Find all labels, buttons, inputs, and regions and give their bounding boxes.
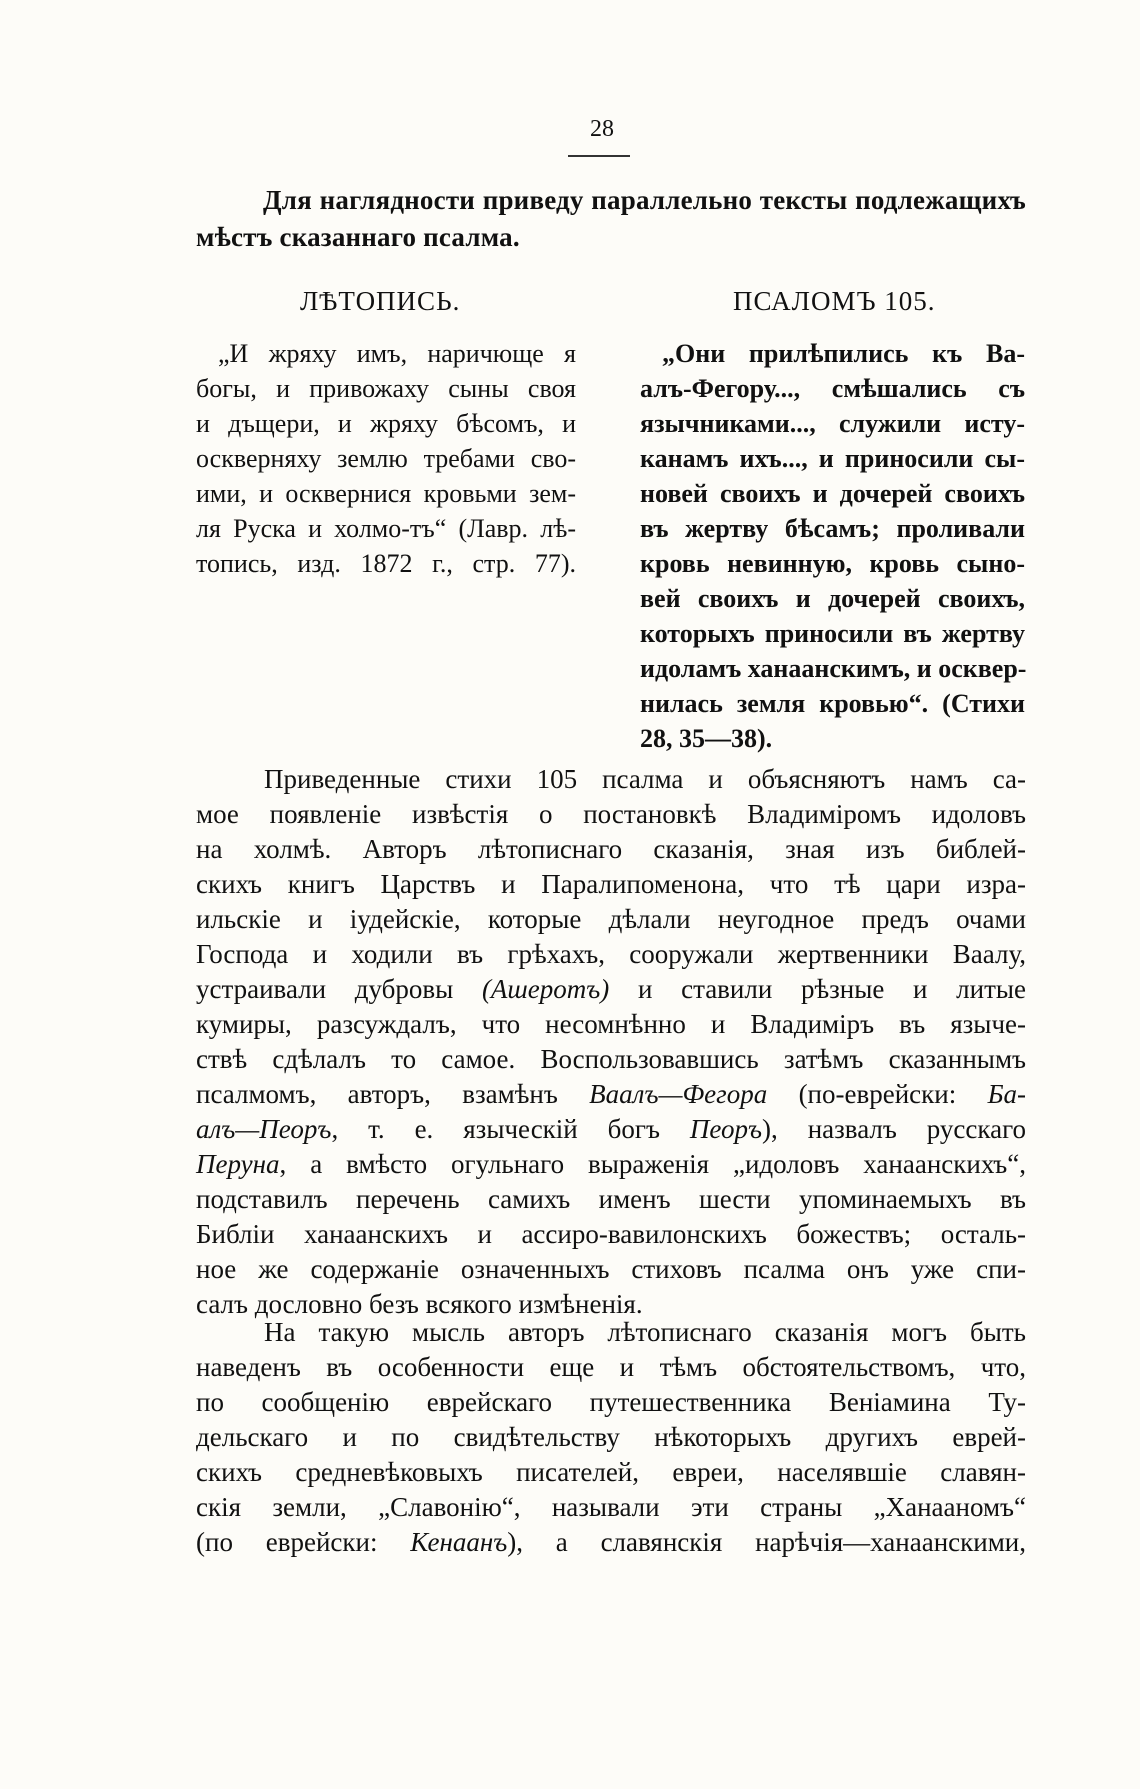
text-line: ствѣ сдѣлалъ то самое. Воспользовавшись затѣмъ сказаннымъ [196, 1044, 1026, 1074]
italic-term: Кенаанъ [410, 1527, 508, 1557]
text-line: по сообщенію еврейскаго путешественника Веніамина Ту- [196, 1387, 1026, 1417]
italic-term: Пеоръ [689, 1114, 763, 1144]
psalm-line: язычниками..., служили исту- [640, 409, 1025, 438]
text-line: мое появленіе извѣстія о постановкѣ Владиміромъ идоловъ [196, 799, 1026, 829]
psalm-line: кровь невинную, кровь сыно- [640, 549, 1025, 578]
chronicle-line: богы, и привожаху сыны своя [196, 374, 576, 403]
italic-term: Ваалъ—Фегора [589, 1079, 768, 1109]
chronicle-line: оскверняху землю требами сво- [196, 444, 576, 473]
chronicle-line: ля Руска и холмо-тъ“ (Лавр. лѣ- [196, 514, 576, 543]
left-column-heading: ЛѢТОПИСЬ. [300, 286, 461, 316]
text-line: скія земли, „Славонію“, называли эти страны „Ханааномъ“ [196, 1492, 1026, 1522]
psalm-line: канамъ ихъ..., и приносили сы- [640, 444, 1025, 473]
text-segment: (по-еврейски: [798, 1079, 957, 1109]
psalm-line: новей своихъ и дочерей своихъ [640, 479, 1025, 508]
body-paragraph-1 [196, 762, 1026, 1322]
text-line: дельскаго и по свидѣтельству нѣкоторыхъ другихъ еврей- [196, 1422, 1026, 1452]
text-line: ное же содержаніе означенныхъ стиховъ псалма онъ уже спи- [196, 1254, 1026, 1284]
text-line: кумиры, разсуждалъ, что несомнѣнно и Владиміръ въ языче- [196, 1009, 1026, 1039]
text-line: подставилъ перечень самихъ именъ шести упоминаемыхъ въ [196, 1184, 1026, 1214]
text-line: салъ дословно безъ всякого измѣненія. [196, 1289, 643, 1319]
text-line: скихъ книгъ Царствъ и Паралипоменона, что тѣ цари изра- [196, 869, 1026, 899]
text-line: на холмѣ. Авторъ лѣтописнаго сказанія, зная изъ библей- [196, 834, 1026, 864]
page-number-rule [568, 155, 630, 157]
right-column-heading: ПСАЛОМЪ 105. [733, 286, 936, 316]
text-segment: псалмомъ, авторъ, взамѣнъ [196, 1079, 558, 1109]
text-line: Господа и ходили въ грѣхахъ, сооружали жертвенники Ваалу, [196, 939, 1026, 969]
text-segment: ), а славянскія нарѣчія—ханаанскими, [507, 1527, 1026, 1557]
text-line: наведенъ въ особенности еще и тѣмъ обстоятельствомъ, что, [196, 1352, 1026, 1382]
psalm-line: „Они прилѣпились къ Ва- [662, 339, 1025, 368]
psalm-line: идоламъ ханаанскимъ, и осквер- [640, 654, 1027, 683]
text-line [196, 1112, 1026, 1147]
chronicle-line: топись, изд. 1872 г., стр. 77). [196, 549, 576, 578]
psalm-line: вей своихъ и дочерей своихъ, [640, 584, 1025, 613]
text-line [196, 1077, 1026, 1112]
text-line: Библіи ханаанскихъ и ассиро-вавилонскихъ божествъ; осталь- [196, 1219, 1026, 1249]
psalm-line: которыхъ приносили въ жертву [640, 619, 1025, 648]
text-segment: (по еврейски: [196, 1527, 378, 1557]
italic-term: Ба- [987, 1079, 1026, 1109]
body-paragraph-2 [196, 1315, 1026, 1560]
text-segment: и ставили рѣзные и литые [637, 974, 1027, 1004]
text-line: Приведенные стихи 105 псалма и объясняютъ намъ са- [264, 764, 1026, 794]
text-segment: ), назвалъ русскаго [762, 1114, 1026, 1144]
left-column-chronicle [196, 336, 576, 581]
text-segment: , а вмѣсто огульнаго выраженія „идоловъ ханаанскихъ“, [279, 1149, 1026, 1179]
psalm-line: нилась земля кровью“. (Стихи [640, 689, 1025, 718]
page-number: 28 [590, 116, 614, 142]
text-line [196, 1525, 1026, 1560]
chronicle-line: и дъщери, и жряху бѣсомъ, и [196, 409, 576, 438]
italic-term: (Ашеротъ) [481, 974, 610, 1004]
psalm-line: 28, 35—38). [640, 724, 773, 753]
text-line: скихъ средневѣковыхъ писателей, евреи, населявшіе славян- [196, 1457, 1026, 1487]
text-segment: , т. е. языческій богъ [331, 1114, 660, 1144]
text-segment: устраивали дубровы [196, 974, 454, 1004]
psalm-line: алъ-Фегору..., смѣшались съ [640, 374, 1025, 403]
intro-paragraph: Для наглядности приведу параллельно тексты подлежащихъ мѣстъ сказаннаго псалма. [196, 185, 1026, 252]
text-line: На такую мысль авторъ лѣтописнаго сказанія могъ быть [264, 1317, 1026, 1347]
text-line [196, 1147, 1026, 1182]
psalm-line: въ жертву бѣсамъ; проливали [640, 514, 1025, 543]
right-column-psalm [640, 336, 1025, 756]
text-line: ильскіе и іудейскіе, которые дѣлали неугодное предъ очами [196, 904, 1026, 934]
text-line [196, 972, 1026, 1007]
chronicle-line: „И жряху имъ, наричюще я [218, 339, 576, 368]
italic-term: алъ—Пеоръ [196, 1114, 332, 1144]
italic-term: Перуна [196, 1149, 280, 1179]
chronicle-line: ими, и осквернися кровьми зем- [196, 479, 576, 508]
